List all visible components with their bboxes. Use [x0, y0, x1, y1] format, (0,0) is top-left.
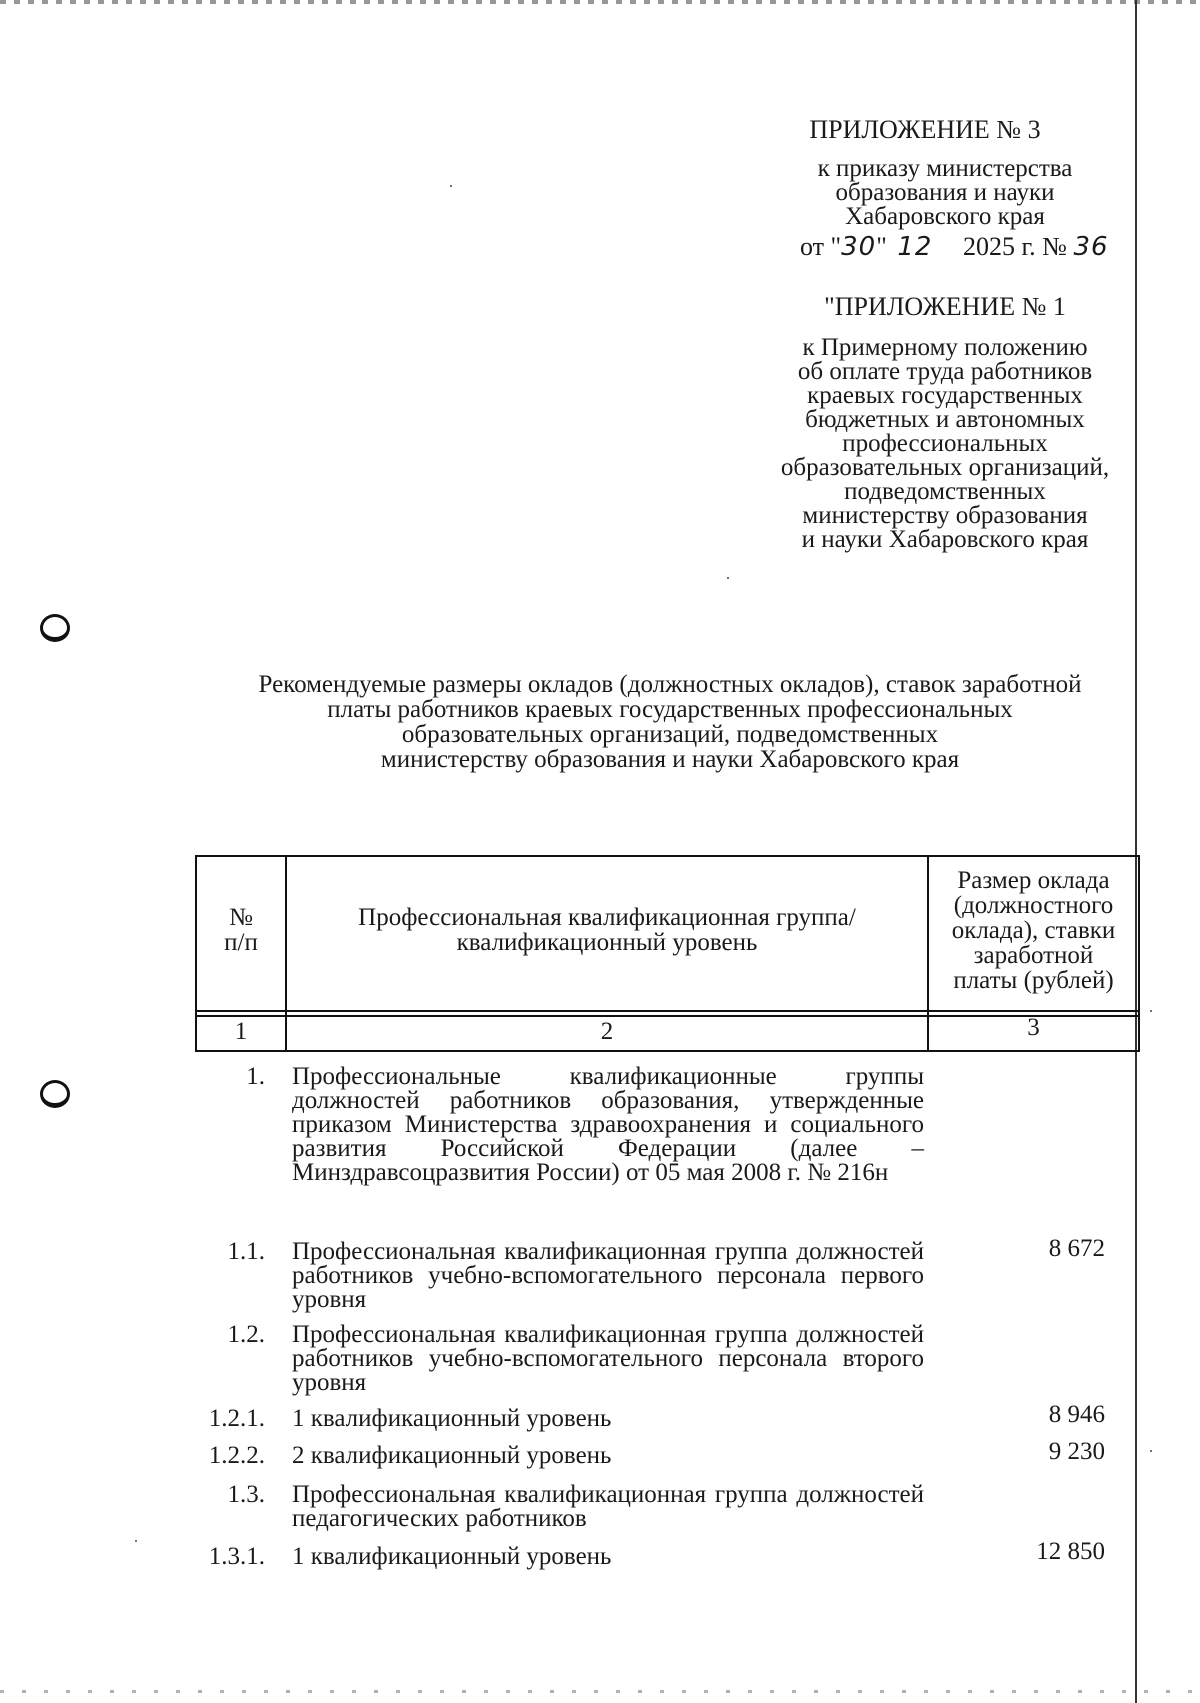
scan-speck	[1150, 1010, 1152, 1012]
appendix3-line: Хабаровского края	[845, 203, 1045, 230]
appendix1-line: об оплате труда работников	[797, 358, 1093, 385]
appendix1-title: "ПРИЛОЖЕНИЕ № 1	[824, 292, 1066, 321]
row-number: 1.1.	[227, 1238, 265, 1265]
row-text: Профессиональная квалификационная группа должностей педагогических работников	[292, 1481, 924, 1532]
header-num	[197, 905, 285, 955]
row-text: Профессиональная квалификационная группа должностей работников учебно-вспомогательного персонала первого уровня	[292, 1238, 924, 1313]
row-number: 1.3.	[227, 1481, 265, 1508]
appendix1-reference	[745, 336, 1145, 552]
date-separator: "	[876, 232, 894, 261]
row-number: 1.2.	[227, 1321, 265, 1348]
header-group-line: Профессиональная квалификационная группа/	[358, 904, 856, 931]
row-text: Профессиональная квалификационная группа должностей работников учебно-вспомогательного персонала второго уровня	[292, 1321, 924, 1396]
appendix1-line: образовательных организаций,	[780, 454, 1110, 481]
header-salary-line: заработной	[973, 942, 1094, 969]
scan-speck	[727, 577, 729, 579]
appendix1-line: подведомственных	[844, 478, 1046, 505]
title-line: Рекомендуемые размеры окладов (должностных окладов), ставок заработной	[258, 671, 1082, 698]
header-salary-line: Размер оклада	[957, 867, 1110, 894]
handwritten-order-number: 36	[1073, 232, 1109, 262]
scan-edge-top	[0, 0, 1200, 4]
appendix1-line: бюджетных и автономных	[805, 406, 1085, 433]
date-prefix: от "	[800, 232, 842, 261]
table-border-right	[1138, 855, 1140, 1052]
header-salary-line: платы (рублей)	[953, 967, 1114, 994]
date-year: 2025 г. №	[962, 232, 1067, 261]
scan-speck	[450, 185, 452, 187]
table-border-top	[195, 855, 1140, 857]
table-index-bottom	[195, 1050, 1140, 1052]
row-number: 1.2.2.	[208, 1442, 265, 1469]
punch-hole-icon	[40, 614, 70, 642]
title-line: министерству образования и науки Хабаровского края	[380, 746, 960, 773]
appendix3-reference	[745, 157, 1145, 229]
header-salary	[929, 868, 1138, 993]
header-group-line: квалификационный уровень	[456, 929, 758, 956]
row-number: 1.3.1.	[208, 1543, 265, 1570]
title-line: образовательных организаций, подведомственных	[401, 721, 939, 748]
header-salary-line: оклада), ставки	[951, 917, 1116, 944]
title-line: платы работников краевых государственных профессиональных	[327, 696, 1013, 723]
scan-speck	[1150, 1450, 1152, 1452]
header-group	[287, 905, 927, 955]
appendix3-title: ПРИЛОЖЕНИЕ № 3	[809, 115, 1041, 144]
appendix1-line: краевых государственных	[807, 382, 1083, 409]
row-text: 1 квалификационный уровень	[292, 1405, 612, 1432]
row-text: 1 квалификационный уровень	[292, 1543, 612, 1570]
header-num-line: п/п	[224, 929, 258, 956]
scan-edge-right	[1135, 0, 1137, 1703]
appendix3-line: к приказу министерства	[817, 155, 1073, 182]
handwritten-day: 30	[841, 232, 877, 262]
row-value: 9 230	[1048, 1438, 1105, 1465]
handwritten-month: 12	[897, 232, 933, 262]
order-date-line	[800, 232, 1109, 262]
index-col-1: 1	[234, 1018, 248, 1045]
row-number: 1.	[246, 1063, 265, 1090]
appendix1-line: и науки Хабаровского края	[801, 526, 1089, 553]
appendix3-line: образования и науки	[835, 179, 1055, 206]
row-text: Профессиональные квалификационные группы должностей работников образования, утвержденные приказом Министерства здравоохранения и социального развития Российской Федерации (далее – Минздравсоцразвития России) от 05 мая 2008 г. № 216н	[292, 1063, 924, 1186]
row-text: 2 квалификационный уровень	[292, 1442, 612, 1469]
scan-speck	[135, 1540, 137, 1542]
document-title	[190, 672, 1150, 772]
appendix1-line: к Примерному положению	[802, 334, 1088, 361]
row-number: 1.2.1.	[208, 1405, 265, 1432]
row-value: 8 672	[1048, 1235, 1105, 1262]
header-num-line: №	[229, 904, 253, 931]
row-value: 8 946	[1048, 1401, 1105, 1428]
scan-edge-bottom	[0, 1690, 1200, 1693]
appendix1-line: министерству образования	[802, 502, 1088, 529]
header-salary-line: (должностного	[953, 892, 1114, 919]
punch-hole-icon	[40, 1080, 70, 1108]
row-value: 12 850	[1036, 1538, 1105, 1565]
appendix1-line: профессиональных	[842, 430, 1048, 457]
table-header-divider	[195, 1010, 1140, 1012]
index-col-3: 3	[1027, 1014, 1040, 1041]
index-col-2: 2	[600, 1018, 614, 1045]
